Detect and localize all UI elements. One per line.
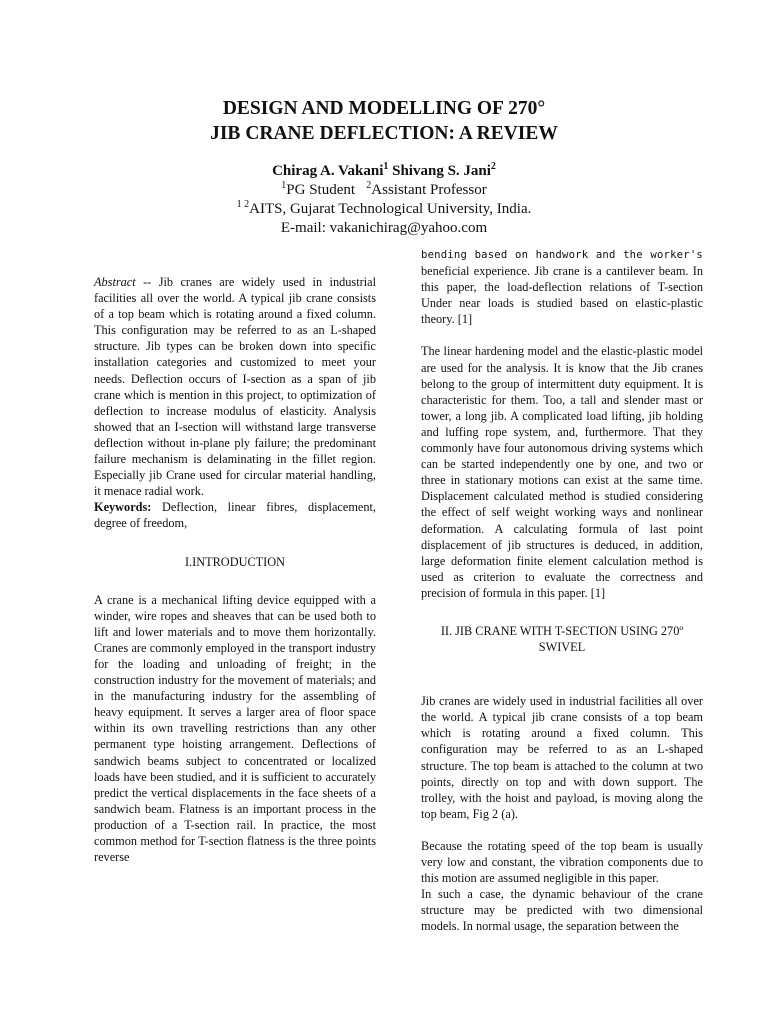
right-paragraph-2: The linear hardening model and the elastic-plastic model are used for the analysis. It is know that the Jib cranes belong to the group of intermittent duty equipment. It is characteristic for them. Too, a tall and slender mast or tower, a long jib. A complicated load lifting, jib holding and luffing rope system, and, furthermore. That they commonly have four autonomous driving systems which can be started independently one by one, and two or three in stationary motions can exist at the same time. Displacement calculated method is studied considering the effect of self weight working ways and nonlinear deformation. A calculating formula of last point displacement of jib structures is deduced, in addition, large deformation finite element calculation method is used as criterion to evaluate the correctness and precision of formula in this paper. [1]: [421, 344, 703, 600]
author-1-name: Chirag A. Vakani: [272, 163, 384, 179]
author-block: [0, 162, 768, 238]
section-2-heading-line-1: II. JIB CRANE WITH T-SECTION USING 270º: [440, 623, 684, 638]
role-1: PG Student: [286, 182, 356, 198]
author-roles: [0, 181, 768, 200]
keywords-text: Deflection, linear fibres, displacement, degree of freedom,: [94, 500, 376, 531]
author-1-sup: 1: [383, 161, 389, 172]
role-2: Assistant Professor: [371, 182, 487, 198]
abstract-paragraph: [94, 274, 376, 499]
author-email: E-mail: vakanichirag@yahoo.com: [280, 220, 488, 236]
section-1-paragraph: A crane is a mechanical lifting device equipped with a winder, wire ropes and sheaves that can be used both to lift and lower materials and to move them horizontally. Cranes are commonly employed in the transport industry for the loading and unloading of freight; in the construction industry for the movement of materials; and in the manufacturing industry for the assembling of heavy equipment. It serves a larger area of floor space within its own travelling restrictions than any other permanent type hoisting arrangement. Deflections of sandwich beams subject to concentrated or localized loads have been studied, and it is sufficient to accurately predict the vertical displacements in the face sheets of a sandwich beam. Flatness is an important process in the production of a T-section rail. In practice, the most common method for T-section flatness is the three points reverse: [94, 592, 376, 865]
right-paragraph-4: Because the rotating speed of the top beam is usually very low and constant, the vibration components due to this motion are assumed negligible in this paper.: [421, 838, 703, 886]
right-paragraph-5: In such a case, the dynamic behaviour of the crane structure may be predicted with two dimensional models. In normal usage, the separation between the: [421, 887, 703, 934]
abstract-text: -- Jib cranes are widely used in industrial facilities all over the world. A typical jib crane consists of a top beam which is rotating around a fixed column. This configuration may be referred to as an L-shaped structure. Jib types can be broken down into specific installation categories and customized to meet your needs. Deflection occurs of I-section as a span of jib crane which is mention in this project, to optimization of deflection to increase modulus of elasticity. Analysis showed that an I-section will withstand large transverse deflection without in-plane ply failure; the predominant failure mechanism is delaminating in the fillet region. Especially jib Crane used for circular material handling, it menace radial work.: [94, 275, 376, 499]
continued-line: bending based on handwork and the worker's: [421, 249, 703, 261]
right-column: [421, 246, 703, 934]
right-paragraph-3: Jib cranes are widely used in industrial facilities all over the world. A typical jib crane consists of a top beam which is rotating around a fixed column. This configuration may be referred to as an L-shaped structure. The top beam is attached to the column at two points, directly on top and with down support. The trolley, with the hoist and payload, is moving along the top beam, Fig 2 (a).: [421, 694, 703, 821]
paper-header: [0, 96, 768, 238]
paper-title-line-1: DESIGN AND MODELLING OF 270°: [222, 98, 546, 119]
section-1-heading: I.INTRODUCTION: [184, 554, 286, 569]
affiliation-sup: 1 2: [236, 199, 250, 210]
left-column: [94, 274, 376, 865]
right-paragraph-1-rest: beneficial experience. Jib crane is a cantilever beam. In this paper, the load-deflection relations of T-section Under near loads is studied based on elastic-plastic theory. [1]: [421, 264, 703, 327]
author-2-name: Shivang S. Jani: [392, 163, 491, 179]
author-names: [0, 162, 768, 181]
author-2-sup: 2: [490, 161, 496, 172]
author-affiliation: [0, 200, 768, 219]
abstract-label: Abstract: [94, 275, 136, 289]
keywords-paragraph: [94, 499, 376, 531]
affiliation-text: AITS, Gujarat Technological University, India.: [249, 201, 532, 217]
section-2-heading-line-2: SWIVEL: [538, 640, 586, 655]
role-1-sup: 1: [281, 180, 287, 191]
paper-title-line-2: JIB CRANE DEFLECTION: A REVIEW: [210, 123, 558, 144]
right-paragraph-1: [421, 246, 703, 327]
keywords-label: Keywords:: [94, 500, 152, 515]
role-2-sup: 2: [366, 180, 372, 191]
